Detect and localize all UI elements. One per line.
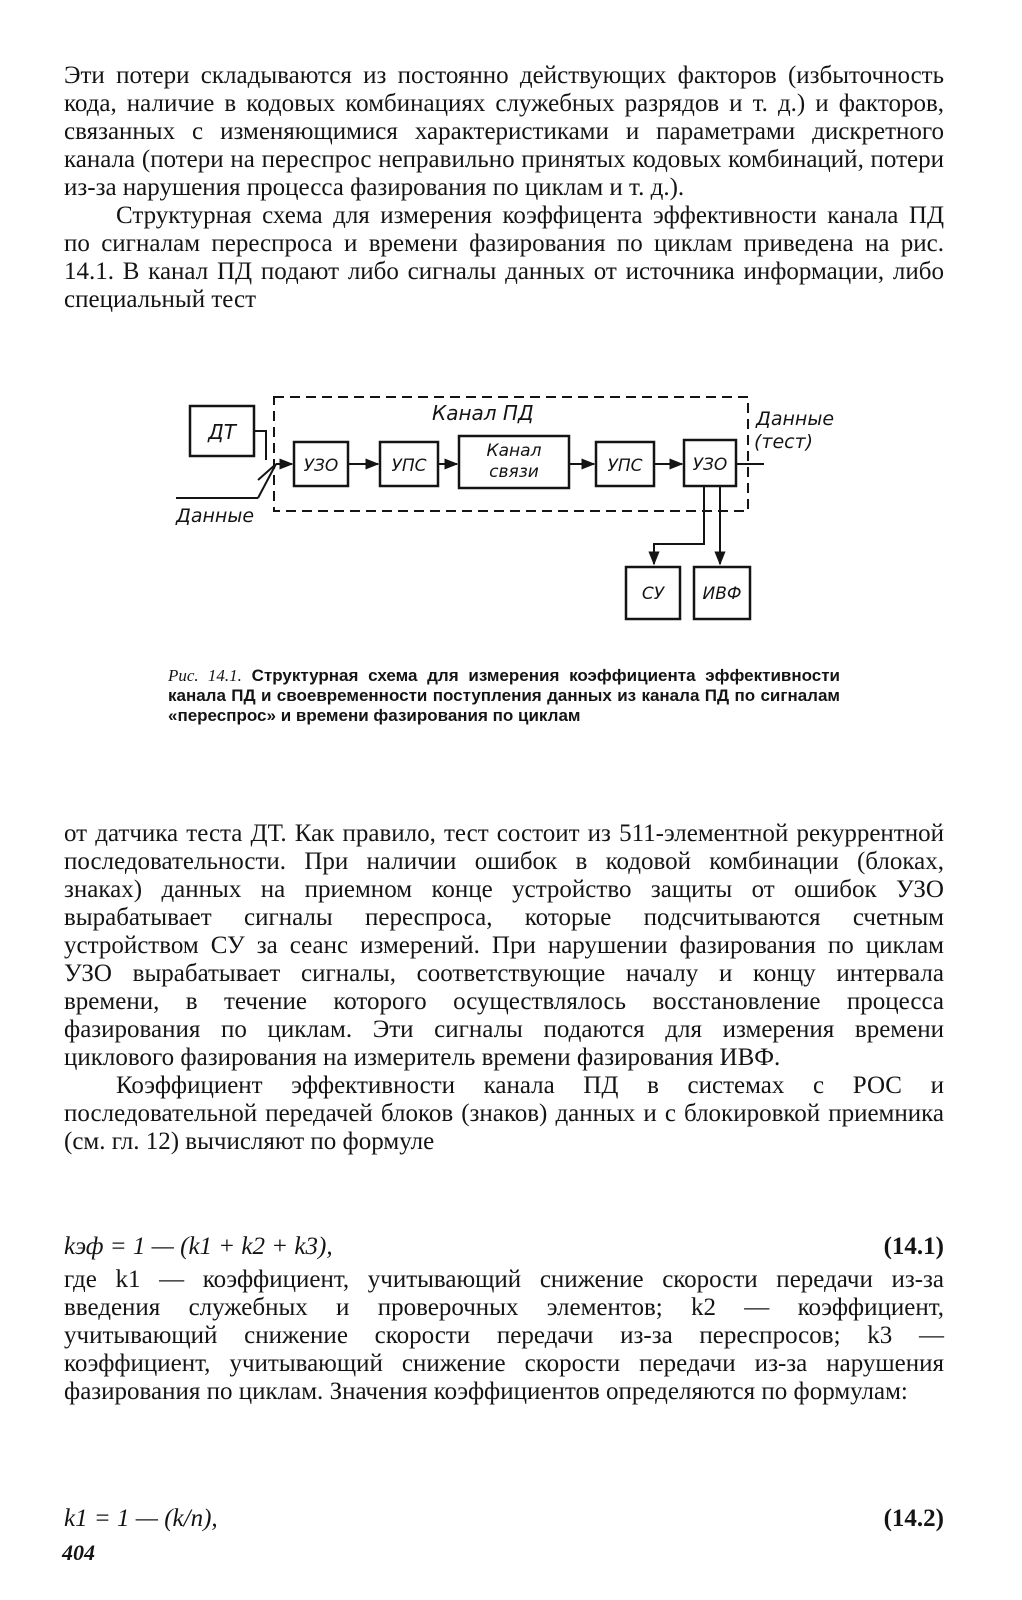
text-block-top bbox=[64, 62, 944, 314]
arrow-uzo-to-su bbox=[654, 486, 704, 564]
paragraph-5 bbox=[64, 1266, 944, 1406]
channel-block-label-line2: связи bbox=[489, 462, 539, 482]
text-block-definitions bbox=[64, 1266, 944, 1406]
dt-output-line bbox=[254, 431, 266, 460]
formula-14-1-number: (14.1) bbox=[883, 1233, 944, 1260]
channel-pd-label: Канал ПД bbox=[432, 401, 534, 425]
paragraph-1: Эти потери складываются из постоянно действующих факторов (избыточность кода, наличие в кодовых комбинациях служебных разрядов и т. д.) и факторов, связанных с изменяющимися характеристиками и параметрами дискретного канала (потери на переспрос неправильно принятых кодовых комбинаций, потери из-за нарушения процесса фазирования по циклам и т. д.). bbox=[64, 62, 944, 201]
paragraph-5-text: где k1 — коэффициент, учитывающий снижение скорости передачи из-за введения служебных и проверочных элементов; k2 — коэффициент, учитывающий снижение скорости передачи из-за переспросов; k3 — коэффициент, учитывающий снижение скорости передачи из-за нарушения фазирования по циклам. bbox=[64, 1266, 944, 1405]
formula-14-1-expression: kэф = 1 — (k1 + k2 + k3), bbox=[64, 1233, 333, 1260]
structure-diagram bbox=[170, 380, 850, 642]
paragraph-5-tail: Значения коэффициентов определяются по формулам: bbox=[329, 1378, 908, 1405]
channel-block-label-line1: Канал bbox=[486, 441, 542, 461]
dt-block-label: ДТ bbox=[208, 420, 236, 444]
paragraph-3: от датчика теста ДТ. Как правило, тест состоит из 511-элементной рекуррентной последовательности. При наличии ошибок в кодовой комбинации (блоках, знаках) данных на приемном конце устройство защиты от ошибок УЗО вырабатывает сигналы переспроса, которые подсчитываются счетным устройством СУ за сеанс измерений. При нарушении фазирования по циклам УЗО вырабатывает сигналы, соответствующие началу и концу интервала времени, в течение которого осуществлялось восстановление процесса фазирования по циклам. Эти сигналы подаются для измерения времени циклового фазирования на измеритель времени фазирования ИВФ. bbox=[64, 820, 944, 1071]
data-output-label-line2: (тест) bbox=[754, 431, 814, 453]
text-block-middle bbox=[64, 820, 944, 1156]
formula-14-1 bbox=[64, 1232, 944, 1262]
data-output-label-line1: Данные bbox=[756, 408, 835, 430]
figure-caption bbox=[168, 666, 840, 726]
formula-14-2-number: (14.2) bbox=[883, 1505, 944, 1532]
ups-output-label: УПС bbox=[607, 456, 643, 476]
su-block-label: СУ bbox=[641, 584, 665, 604]
paragraph-4: Коэффициент эффективности канала ПД в системах с РОС и последовательной передачей блоков (знаков) данных и с блокировкой приемника (см. гл. 12) вычисляют по формуле bbox=[64, 1072, 944, 1155]
page-number: 404 bbox=[62, 1540, 95, 1565]
formula-14-2-expression: k1 = 1 — (k/n), bbox=[64, 1505, 218, 1532]
figure-caption-text: Структурная схема для измерения коэффициента эффективности канала ПД и своевременности поступления данных из канала ПД по сигналам «переспрос» и времени фазирования по циклам bbox=[168, 666, 841, 725]
figure-caption-label: Рис. 14.1. bbox=[168, 666, 242, 685]
ups-input-label: УПС bbox=[391, 456, 427, 476]
uzo-input-label: УЗО bbox=[303, 456, 339, 476]
data-input-label: Данные bbox=[176, 505, 255, 527]
uzo-output-label: УЗО bbox=[692, 455, 728, 475]
formula-14-2 bbox=[64, 1504, 944, 1534]
paragraph-2: Структурная схема для измерения коэффицента эффективности канала ПД по сигналам переспроса и времени фазирования по циклам приведена на рис. 14.1. В канал ПД подают либо сигналы данных от источника информации, либо специальный тест bbox=[64, 202, 944, 313]
ivf-block-label: ИВФ bbox=[702, 584, 742, 604]
